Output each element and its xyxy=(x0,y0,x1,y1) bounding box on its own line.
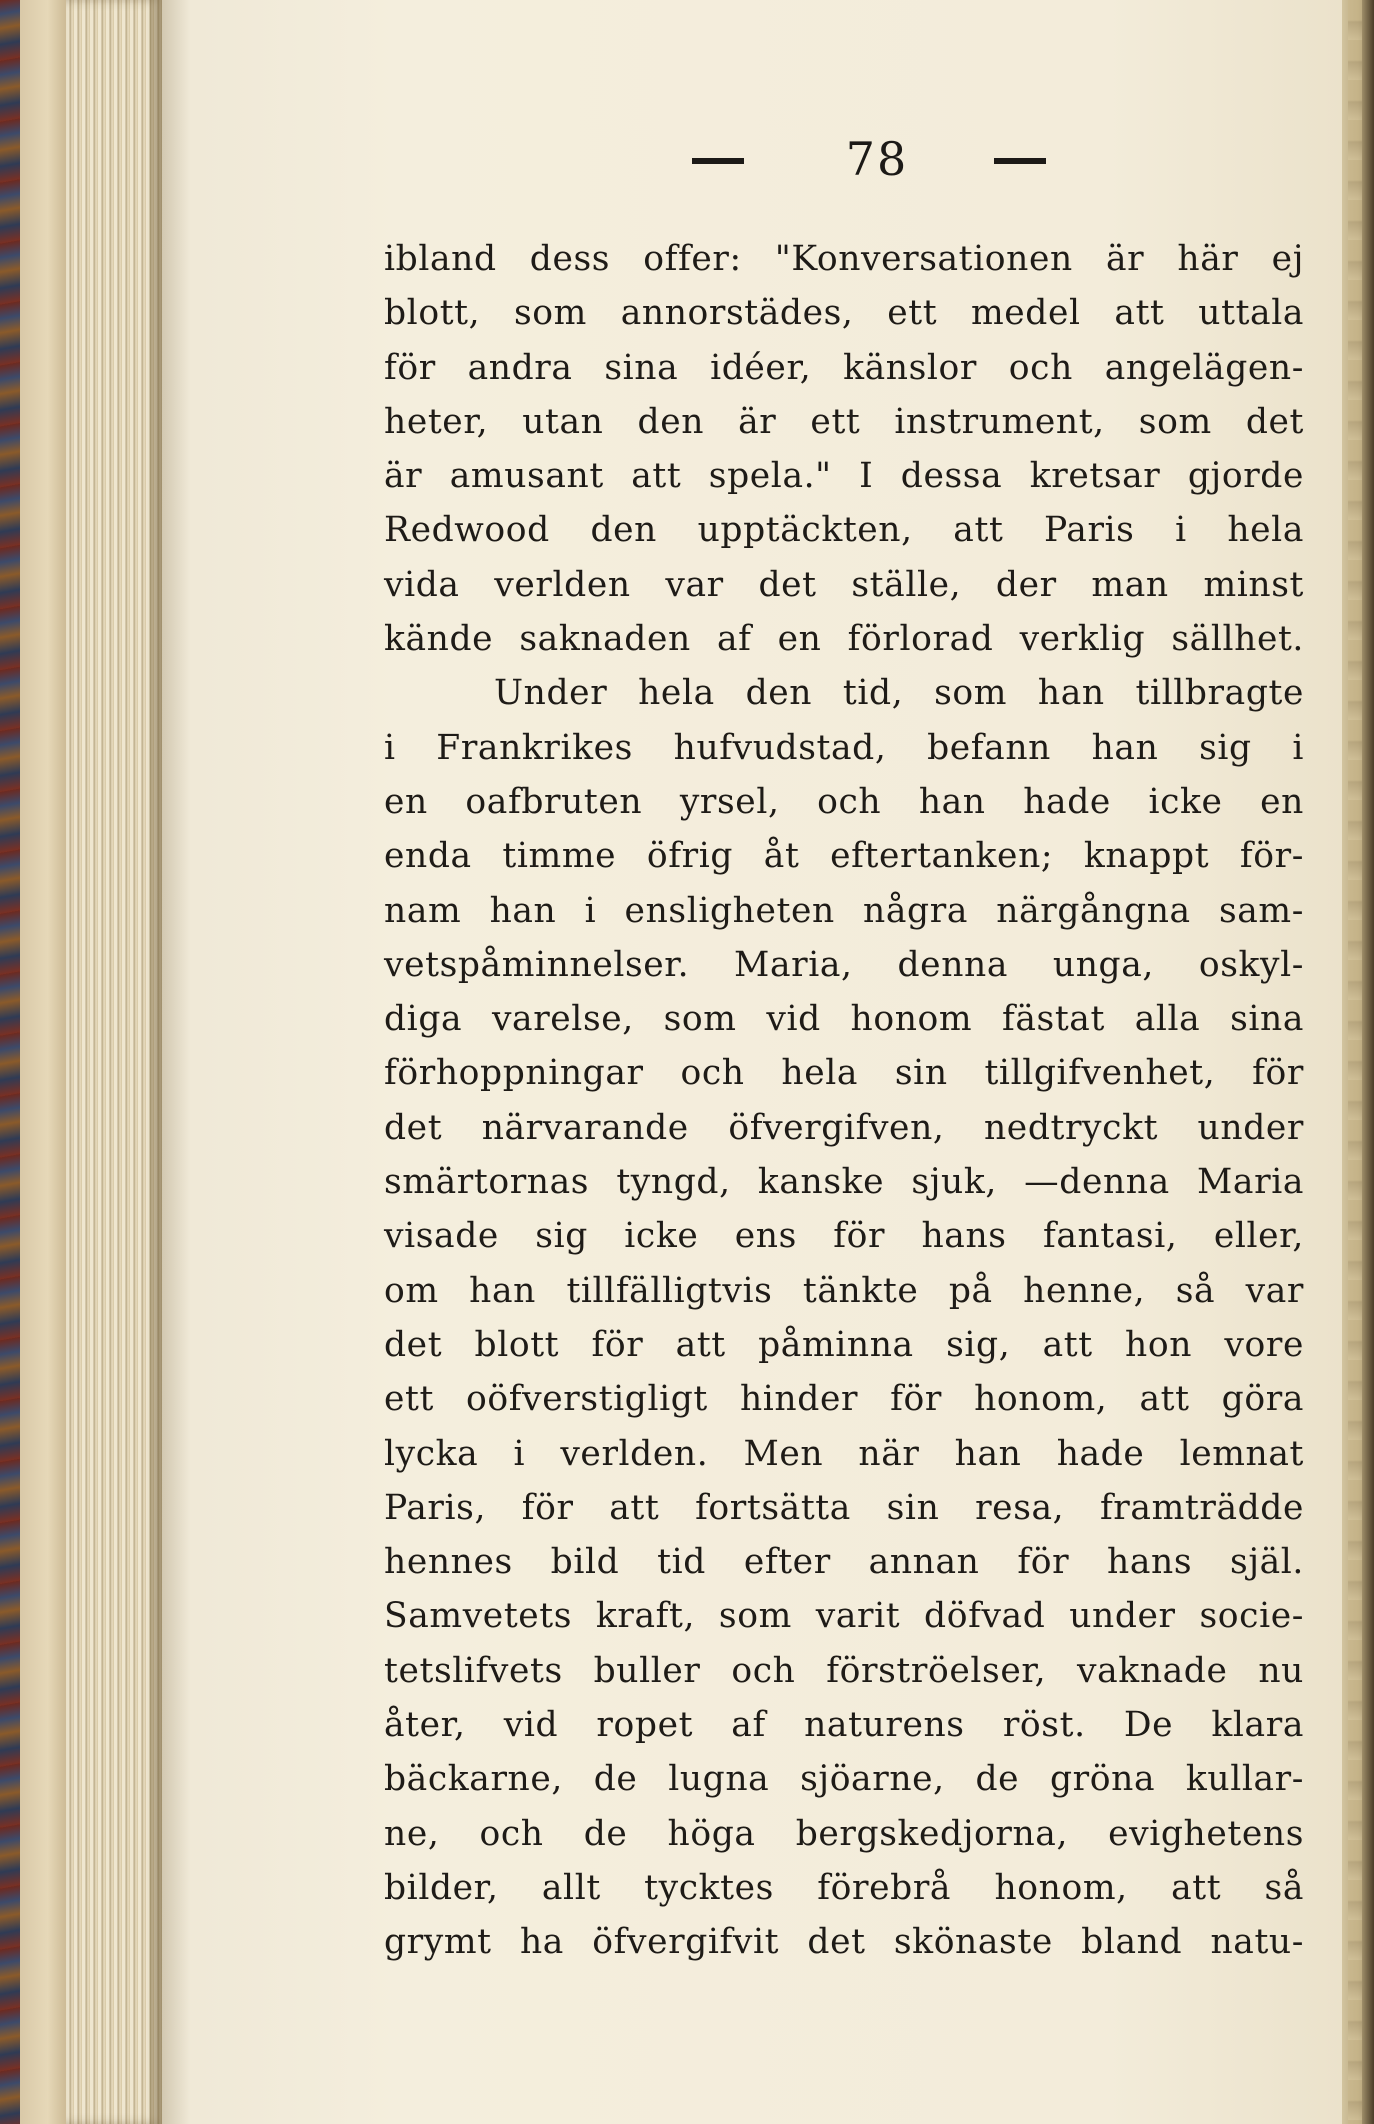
text-line: kände saknaden af en förlorad verklig sällhet. xyxy=(384,619,1304,660)
text-line: vida verlden var det ställe, der man minst xyxy=(384,564,1304,605)
text-line: är amusant att spela." I dessa kretsar gjorde xyxy=(384,456,1304,497)
text-line: Paris, för att fortsätta sin resa, framträdde xyxy=(384,1487,1304,1528)
text-line: blott, som annorstädes, ett medel att uttala xyxy=(384,293,1304,334)
text-line: förhoppningar och hela sin tillgifvenhet, för xyxy=(384,1053,1304,1094)
gutter-shadow xyxy=(150,0,190,2124)
text-line: Redwood den upptäckten, att Paris i hela xyxy=(384,510,1304,551)
paragraph-start-line: Under hela den tid, som han tillbragte xyxy=(494,673,1304,714)
text-line: ett oöfverstigligt hinder för honom, att göra xyxy=(384,1379,1304,1420)
text-line: i Frankrikes hufvudstad, befann han sig i xyxy=(384,727,1304,768)
endpaper-edge xyxy=(20,0,66,2124)
text-line: heter, utan den är ett instrument, som det xyxy=(384,401,1304,442)
text-line: en oafbruten yrsel, och han hade icke en xyxy=(384,781,1304,822)
text-line: bilder, allt tycktes förebrå honom, att så xyxy=(384,1867,1304,1908)
text-line: åter, vid ropet af naturens röst. De klara xyxy=(384,1705,1304,1746)
body-text xyxy=(384,232,1304,1970)
marbled-cover-edge xyxy=(0,0,20,2124)
right-page-edge xyxy=(1342,0,1374,2124)
text-line: tetslifvets buller och förströelser, vaknade nu xyxy=(384,1650,1304,1691)
page-header xyxy=(162,132,1342,192)
text-line: grymt ha öfvergifvit det skönaste bland natu- xyxy=(384,1922,1304,1963)
text-line: nam han i ensligheten några närgångna sam- xyxy=(384,890,1304,931)
text-line: vetspåminnelser. Maria, denna unga, oskyl- xyxy=(384,944,1304,985)
text-line: hennes bild tid efter annan för hans själ. xyxy=(384,1542,1304,1583)
text-line: ne, och de höga bergskedjorna, evighetens xyxy=(384,1813,1304,1854)
text-line: för andra sina idéer, känslor och angelägen- xyxy=(384,347,1304,388)
page-number: 78 xyxy=(845,132,909,186)
text-line: diga varelse, som vid honom fästat alla sina xyxy=(384,999,1304,1040)
page-block-edges xyxy=(66,0,162,2124)
text-line: det blott för att påminna sig, att hon vore xyxy=(384,1324,1304,1365)
text-line: visade sig icke ens för hans fantasi, eller, xyxy=(384,1216,1304,1257)
text-line: om han tillfälligtvis tänkte på henne, så var xyxy=(384,1270,1304,1311)
header-dash-left xyxy=(692,158,744,164)
text-line: smärtornas tyngd, kanske sjuk, —denna Maria xyxy=(384,1162,1304,1203)
text-line: ibland dess offer: "Konversationen är här ej xyxy=(384,239,1304,279)
text-line: lycka i verlden. Men när han hade lemnat xyxy=(384,1433,1304,1474)
text-line: det närvarande öfvergifven, nedtryckt under xyxy=(384,1107,1304,1148)
text-line: Samvetets kraft, som varit döfvad under socie- xyxy=(384,1596,1304,1637)
header-dash-right xyxy=(994,158,1046,164)
text-line: enda timme öfrig åt eftertanken; knappt för- xyxy=(384,836,1304,877)
text-line: bäckarne, de lugna sjöarne, de gröna kullar- xyxy=(384,1759,1304,1800)
